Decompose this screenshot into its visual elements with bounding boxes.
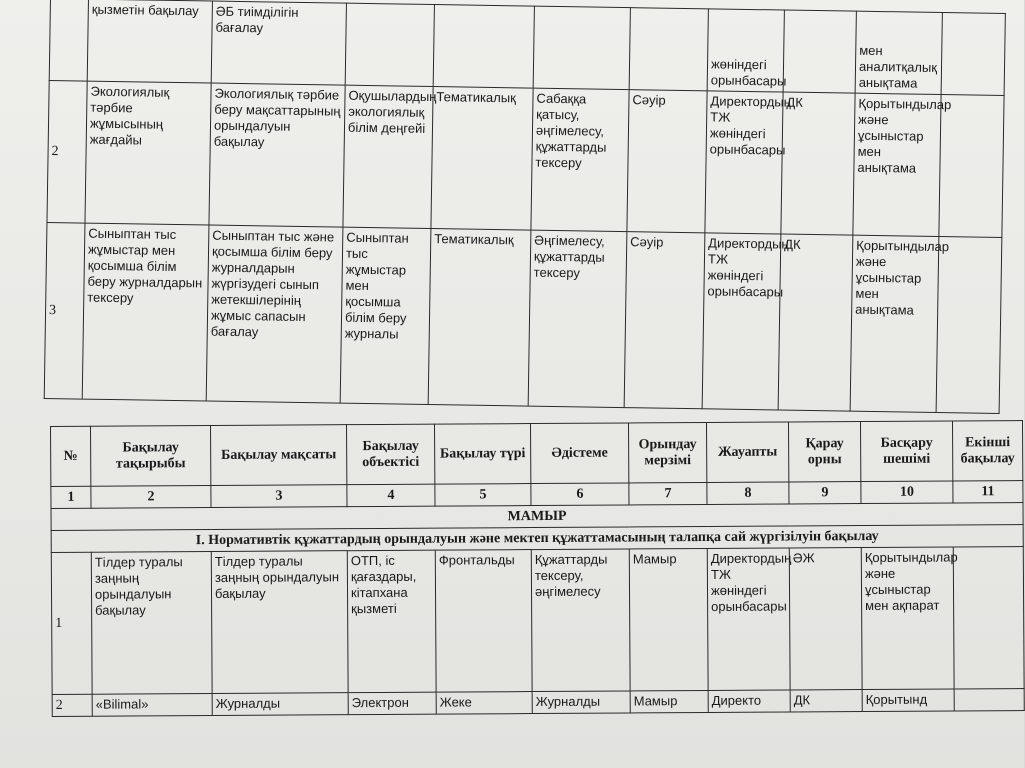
column-header-deadline: Орындау мерзімі [628,422,706,482]
column-header-goal: Бақылау мақсаты [211,425,347,486]
column-header-topic: Бақылау тақырыбы [91,426,211,487]
row-number: 3 [44,222,85,399]
row-number: 2 [47,80,87,223]
review-place-cell: ДК [790,690,862,712]
second-control-cell [936,236,1002,413]
table-row [44,222,1002,413]
responsible-cell: Директордың ТЖ жөніндегі орынбасары [702,233,781,410]
column-header-number: № [51,426,91,486]
second-control-cell [954,689,1024,711]
column-number: 9 [789,482,861,504]
column-number: 1 [51,486,91,508]
control-object-cell: Сыныптан тыс жұмыстар мен қосымша білім беру журналы [340,227,431,404]
column-header-type: Бақылау түрі [434,424,530,485]
control-goal-cell: Журналды [212,693,348,716]
control-plan-table-april [44,0,1006,414]
column-number: 3 [211,485,347,508]
control-object-cell [345,3,434,86]
control-goal-cell: Тілдер туралы заңның орындалуын бақылау [211,551,348,694]
deadline-cell: Мамыр [630,690,708,712]
row-number: 1 [51,552,92,694]
method-cell: Әңгімелесу, құжаттарды тексеру [528,230,627,407]
control-type-cell: Фронтальды [435,550,532,693]
control-topic-cell: қызметін бақылау [87,0,212,83]
decision-cell: Қорытынд [862,689,954,712]
control-goal-cell: Экологиялық тәрбие беру мақсаттарының орындалуын бақылау [209,83,345,227]
second-control-cell [939,95,1004,238]
column-number: 8 [707,482,789,505]
control-type-cell: Тематикалық [431,87,533,231]
method-cell: Құжаттарды тексеру, әңгімелесу [531,549,630,692]
deadline-cell: Сәуір [624,232,705,409]
deadline-cell: Сәуір [627,90,707,233]
column-header-responsible: Жауапты [706,422,788,482]
month-heading: МАМЫР [51,503,1023,531]
responsible-cell: жөніндегі орынбасары [707,9,784,92]
control-goal-cell: Сыныптан тыс және қосымша білім беру журналдарын жүргізудегі сынып жетекшілерінің жұмыс сапасын бағалау [206,225,343,403]
review-place-cell: ДК [781,92,855,235]
review-place-cell: ӘЖ [789,548,862,690]
column-header-place: Қарау орны [788,422,860,482]
control-plan-table-may [50,420,1025,717]
control-object-cell: ОТП, іс қағаздары, кітапхана қызметі [347,550,436,693]
review-place-cell [783,10,856,93]
table-row [51,547,1024,695]
column-header-decision: Басқару шешімі [860,421,952,482]
column-header-object: Бақылау объектісі [346,424,434,485]
column-number: 7 [629,482,707,504]
control-topic-cell: Тілдер туралы заңның орындалуын бақылау [91,552,212,695]
column-header-method: Әдістеме [530,423,628,484]
control-topic-cell: «Bilimal» [92,694,212,717]
responsible-cell: Директордың ТЖ жөніндегі орынбасары [705,91,783,234]
method-cell: Журналды [532,691,630,714]
deadline-cell: Мамыр [629,548,708,690]
control-type-cell: Тематикалық [428,229,531,407]
decision-cell: мен аналитқалық анықтама [855,11,942,94]
column-number: 10 [861,481,953,504]
column-number: 11 [953,481,1023,503]
responsible-cell: Директордың ТЖ жөніндегі орынбасары [707,548,790,690]
column-number: 6 [531,483,629,506]
row-number [49,0,88,81]
method-cell [533,6,630,89]
decision-cell: Қорытындылар және ұсыныстар мен ақпарат [861,547,954,690]
header-row [51,421,1023,487]
control-object-cell: Электрон [348,692,436,715]
column-number: 5 [435,484,531,507]
table-row [49,0,1005,95]
control-topic-cell: Сыныптан тыс жұмыстар мен қосымша білім беру журналдарын тексеру [82,223,209,401]
table-row [47,80,1004,237]
section-heading: I. Нормативтік құжаттардың орындалуын және мектеп құжаттамасының талапқа сай жүргізілуін бақылау [51,525,1023,553]
second-control-cell [953,547,1024,689]
decision-cell: Қорытындылар және ұсыныстар мен анықтама [853,93,941,236]
deadline-cell [629,8,708,91]
column-number: 4 [347,484,435,507]
row-number: 2 [52,694,92,716]
method-cell: Сабаққа қатысу, әңгімелесу, құжаттарды тексеру [531,88,629,231]
responsible-cell: Директо [708,690,790,713]
control-topic-cell: Экологиялық тәрбие жұмысының жағдайы [85,81,211,225]
decision-cell: Қорытындылар және ұсыныстар мен анықтама [850,235,939,412]
control-object-cell: Оқушылардың экологиялық білім деңгейі [343,85,433,228]
column-header-second-control: Екінші бақылау [952,421,1022,481]
control-goal-cell: ӘБ тиімділігін бағалау [211,1,346,85]
control-type-cell [433,5,534,89]
review-place-cell: ДК [778,234,853,411]
second-control-cell [941,13,1005,96]
control-type-cell: Жеке [436,692,532,715]
column-number: 2 [91,486,211,509]
